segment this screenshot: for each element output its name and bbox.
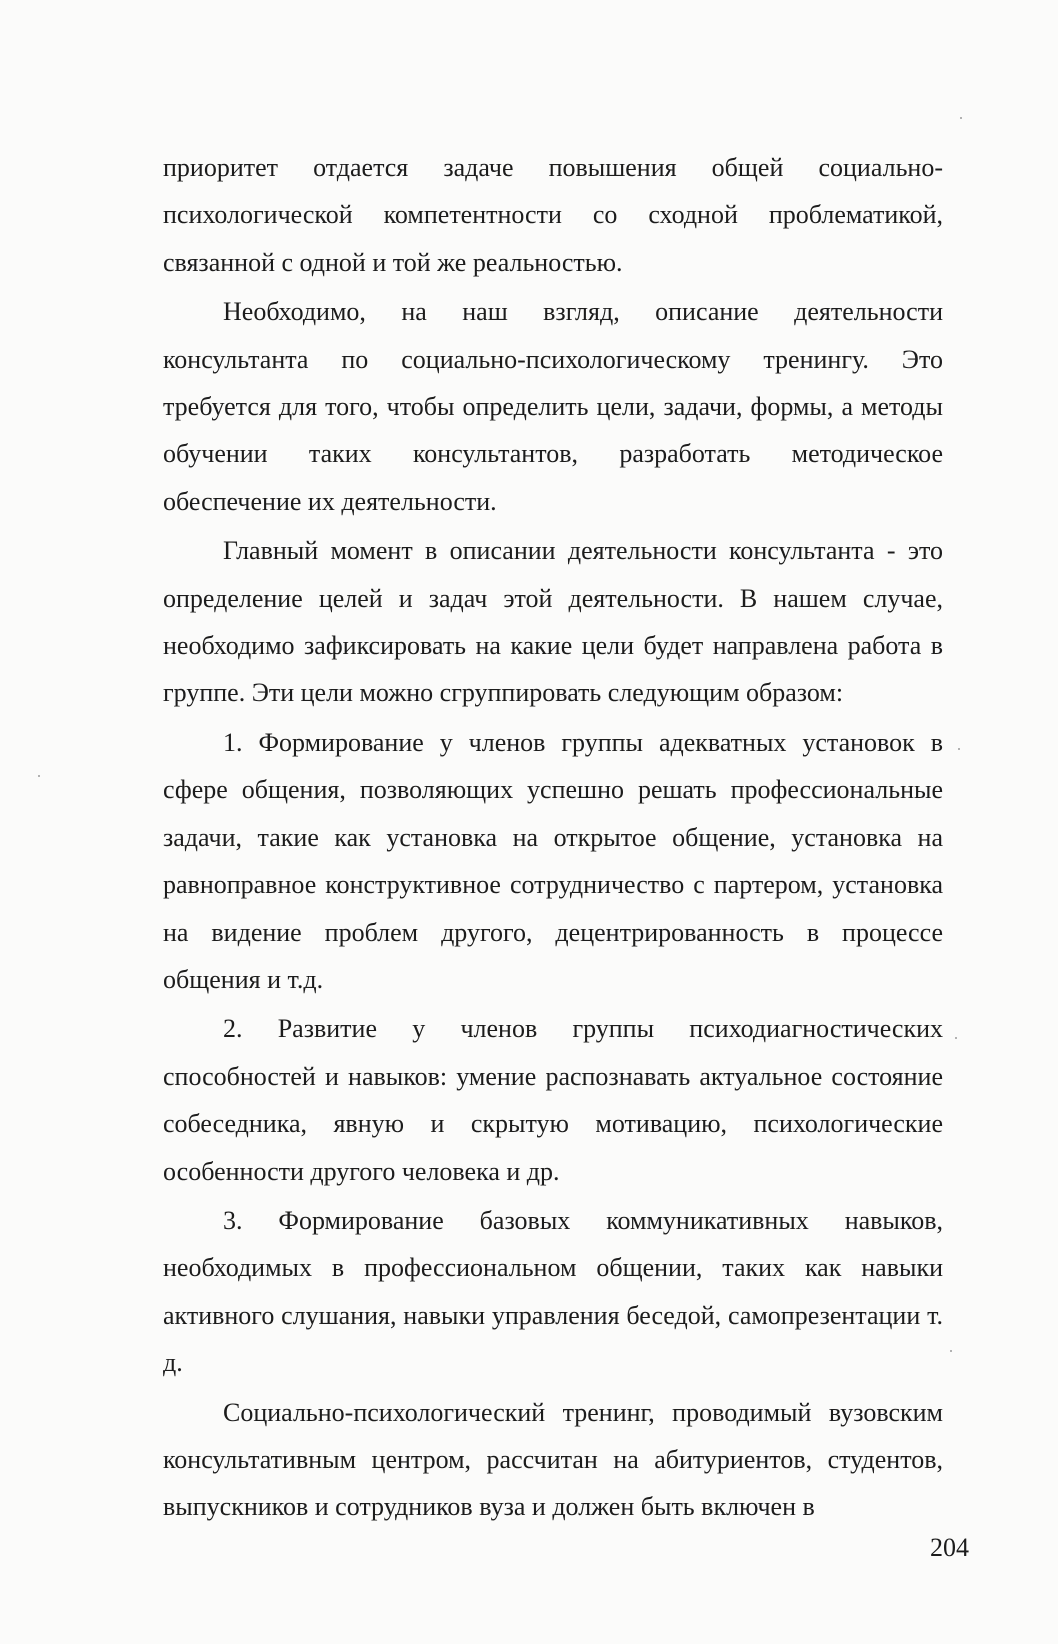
scan-speck xyxy=(38,775,40,777)
list-item-goal-3: 3. Формирование базовых коммуникативных навыков, необходимых в профессиональном общении, таких как навыки активного слушания, навыки управления беседой, самопрезентации т. д. xyxy=(163,1205,943,1378)
page-number: 204 xyxy=(930,1533,969,1562)
scan-speck xyxy=(950,1350,952,1352)
scan-speck xyxy=(960,117,962,119)
list-item-goal-2: 2. Развитие у членов группы психодиагностических способностей и навыков: умение распознавать актуальное состояние собеседника, явную и скрытую мотивацию, психологические особенности другого человека и др. xyxy=(163,1014,943,1186)
paragraph-training-scope: Социально-психологический тренинг, проводимый вузовским консультативным центром, рассчитан на абитуриентов, студентов, выпускников и сотрудников вуза и должен быть включен в xyxy=(163,1397,943,1522)
scan-speck xyxy=(955,1037,957,1039)
paragraph-continuation: приоритет отдается задаче повышения общей социально-психологической компетентности со сходной проблематикой, связанной с одной и той же реальностью. xyxy=(163,153,943,277)
paragraph-consultant-description: Необходимо, на наш взгляд, описание деятельности консультанта по социально-психологическому тренингу. Это требуется для того, чтобы определить цели, задачи, формы, а методы обучении таких консультантов, разработать методическое обеспечение их деятельности. xyxy=(163,297,943,516)
scan-speck xyxy=(958,748,960,750)
paragraph-main-moment: Главный момент в описании деятельности консультанта - это определение целей и задач этой деятельности. В нашем случае, необходимо зафиксировать на какие цели будет направлена работа в группе. Эти цели можно сгруппировать следующим образом: xyxy=(163,536,943,708)
list-item-goal-1: 1. Формирование у членов группы адекватных установок в сфере общения, позволяющих успешно решать профессиональные задачи, такие как установка на открытое общение, установка на равноправное конструктивное сотрудничество с партером, установка на видение проблем другого, децентрированность в процессе общения и т.д. xyxy=(163,727,943,994)
body-text xyxy=(163,144,943,1531)
